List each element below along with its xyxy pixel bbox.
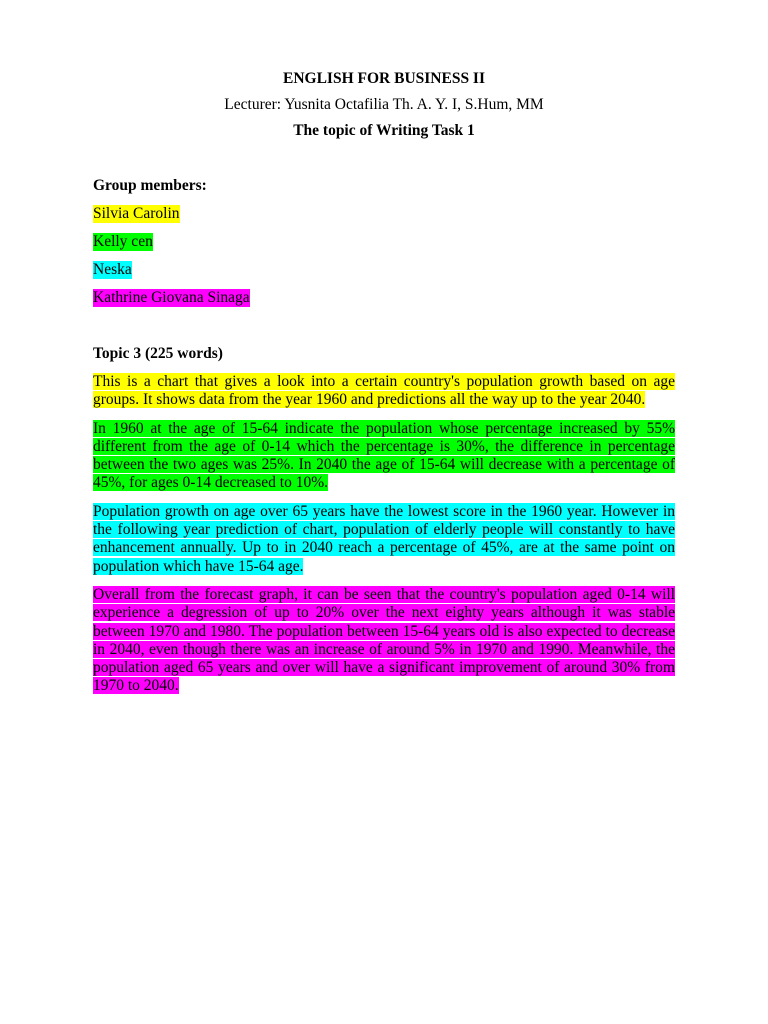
- task-topic: The topic of Writing Task 1: [293, 122, 475, 139]
- paragraph-text: Overall from the forecast graph, it can be seen that the country's population aged 0-14 will experience a degression of up to 20% over the next eighty years although it was stable between 1970 and 1980. The population between 15-64 years old is also expected to decrease in 2040, even though there was an increase of around 5% in 1970 and 1990. Meanwhile, the population aged 65 years and over will have a significant improvement of around 30% from 1970 to 2040.: [93, 585, 675, 695]
- group-member: [93, 289, 675, 307]
- member-name: Silvia Carolin: [93, 205, 180, 222]
- member-name: Neska: [93, 261, 132, 278]
- paragraph-text: This is a chart that gives a look into a certain country's population growth based on age groups. It shows data from the year 1960 and predictions all the way up to the year 2040.: [93, 373, 675, 409]
- paragraph-body-2: [93, 503, 675, 576]
- topic-label: Topic 3 (225 words): [93, 345, 223, 362]
- group-member: [93, 261, 675, 279]
- member-name: Kelly cen: [93, 233, 153, 250]
- group-members-label: Group members:: [93, 177, 207, 194]
- group-member: [93, 205, 675, 223]
- lecturer-line: Lecturer: Yusnita Octafilia Th. A. Y. I, S.Hum, MM: [224, 96, 544, 113]
- document-page: [93, 70, 675, 696]
- paragraph-text: In 1960 at the age of 15-64 indicate the population whose percentage increased by 55% different from the age of 0-14 which the percentage is 30%, the difference in percentage between the two ages was 25%. In 2040 the age of 15-64 will decrease with a percentage of 45%, for ages 0-14 decreased to 10%.: [93, 419, 675, 492]
- course-title: ENGLISH FOR BUSINESS II: [283, 70, 485, 87]
- paragraph-intro: [93, 373, 675, 410]
- group-member: [93, 233, 675, 251]
- paragraph-body-1: [93, 420, 675, 493]
- paragraph-text: Population growth on age over 65 years have the lowest score in the 1960 year. However in the following year prediction of chart, population of elderly people will constantly to have enhancement annually. Up to in 2040 reach a percentage of 45%, are at the same point on population which have 15-64 age.: [93, 502, 675, 575]
- member-name: Kathrine Giovana Sinaga: [93, 289, 250, 306]
- paragraph-overview: [93, 586, 675, 696]
